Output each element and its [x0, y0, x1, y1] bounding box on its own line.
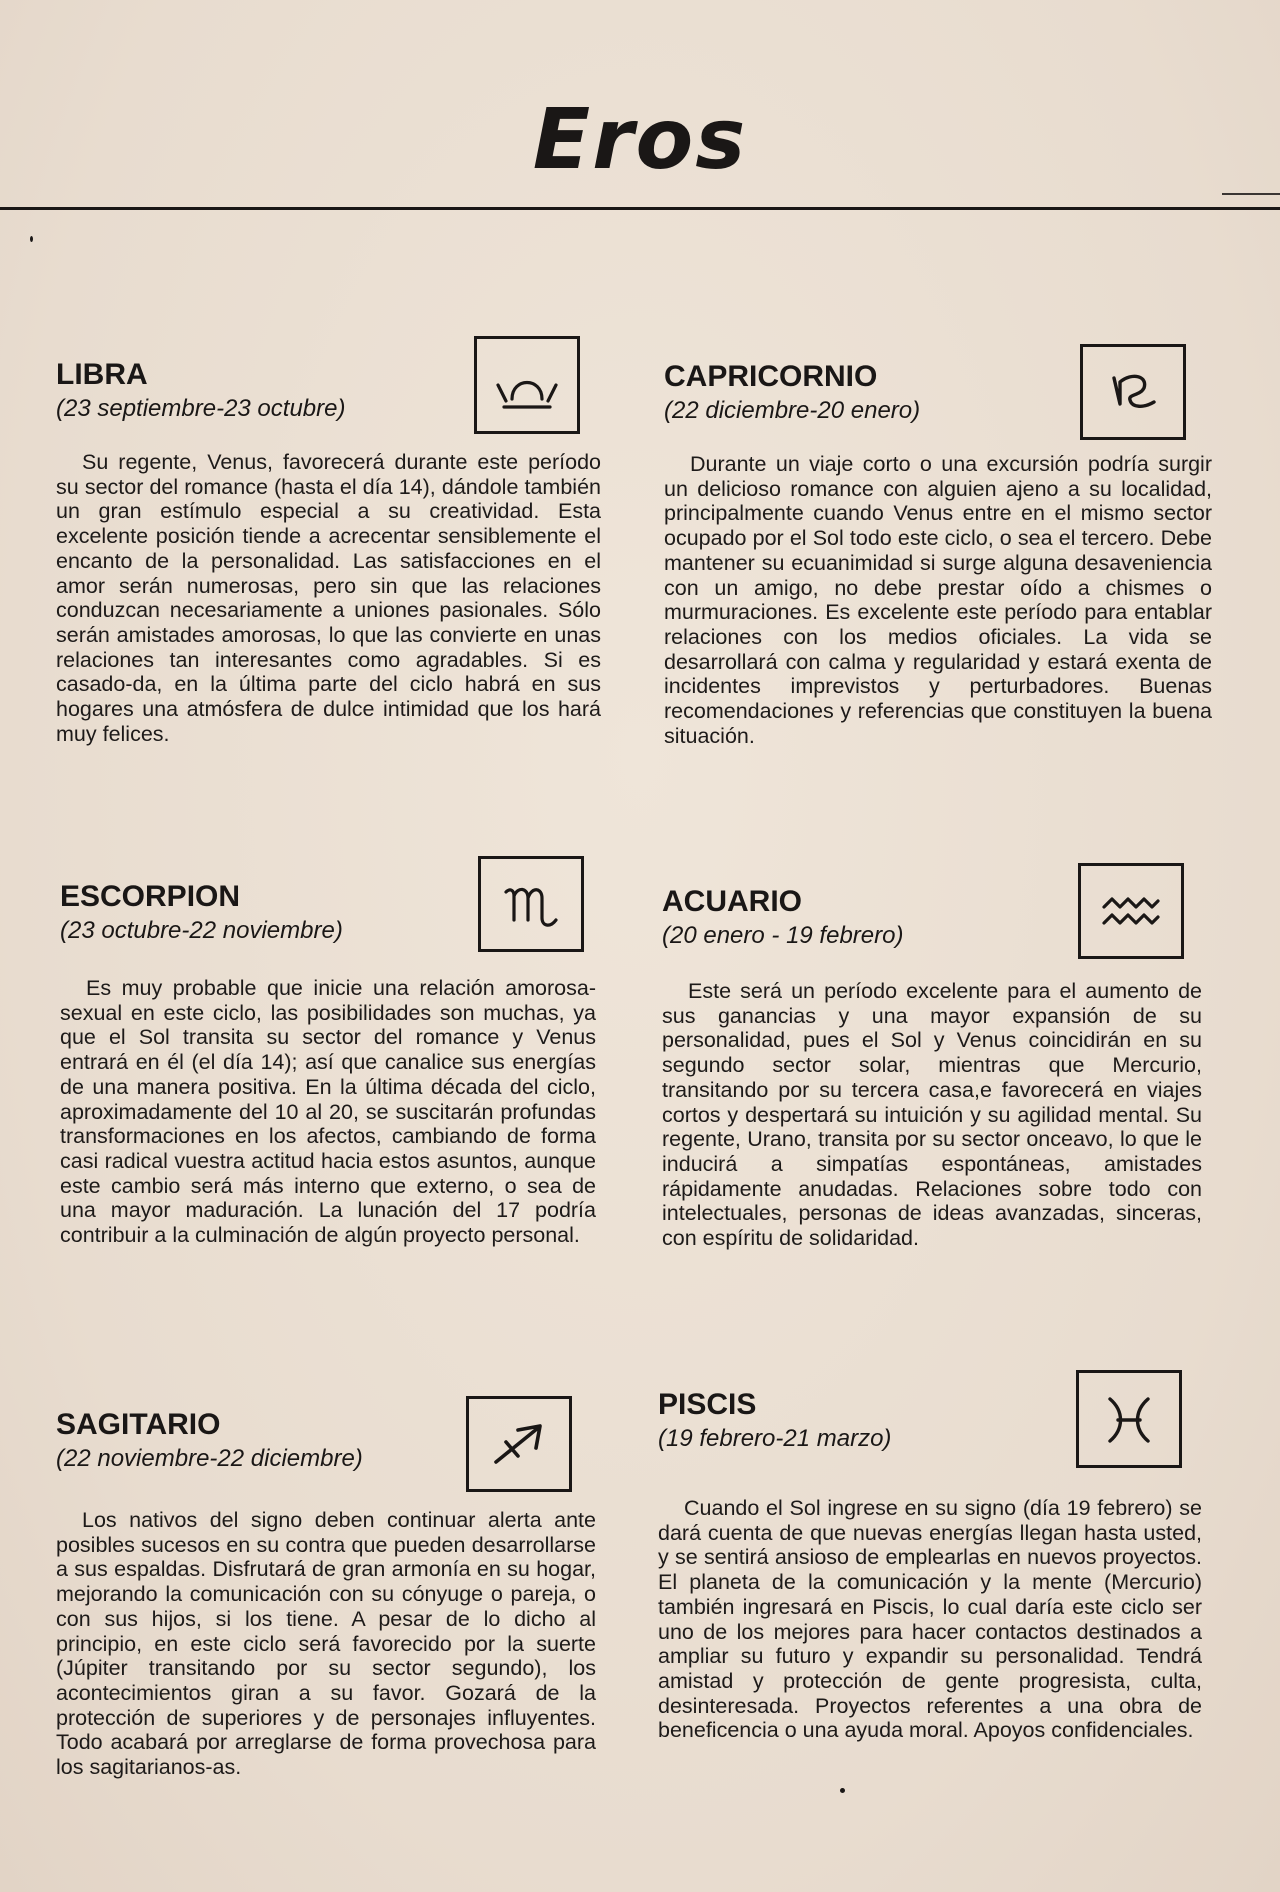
sign-dates: (19 febrero-21 marzo): [658, 1425, 892, 1452]
header-rule: [0, 207, 1280, 210]
section-acuario: [662, 885, 1207, 1251]
horoscope-text: Cuando el Sol ingrese en su signo (día 19 febrero) se dará cuenta de que nuevas energías llegan hasta usted, y se sentirá ansioso de emplearlas en nuevos proyectos. El planeta de la comunicación y la mente (Mercurio) también ingresará en Piscis, lo cual daría este ciclo ser uno de los mejores para hacer contactos destinados a ampliar su futuro y expandir su personalidad. Tendrá amistad y protección de gente progresista, culta, desinteresada. Proyectos referentes a una obra de beneficencia o una ayuda moral. Apoyos confidenciales.: [658, 1496, 1202, 1743]
sign-dates: (23 septiembre-23 octubre): [56, 395, 346, 422]
section-libra: [56, 358, 601, 746]
scorpio-icon: [478, 856, 584, 952]
scorpio-glyph: [496, 874, 566, 934]
sign-dates: (22 diciembre-20 enero): [664, 397, 921, 424]
page-title: Eros: [532, 90, 748, 188]
libra-icon: [474, 336, 580, 434]
sign-dates: (23 octubre-22 noviembre): [60, 917, 343, 944]
print-speck: [840, 1788, 845, 1793]
sagittarius-glyph: [484, 1414, 554, 1474]
section-sagitario: [56, 1408, 601, 1780]
section-escorpion: [60, 880, 605, 1248]
sign-name: CAPRICORNIO: [664, 360, 878, 393]
pisces-glyph: [1094, 1389, 1164, 1449]
capricorn-icon: [1080, 344, 1186, 440]
libra-glyph: [492, 355, 562, 415]
capricorn-glyph: [1098, 362, 1168, 422]
aquarius-glyph: [1096, 881, 1166, 941]
section-capricornio: [664, 360, 1212, 748]
sign-dates: (22 noviembre-22 diciembre): [56, 1445, 363, 1472]
horoscope-text: Durante un viaje corto o una excursión podría surgir un delicioso romance con alguien ajeno a su localidad, principalmente cuando Venus entre en el mismo sector ocupado por el Sol todo este ciclo, o sea el tercero. Debe mantener su ecuanimidad si surge alguna desaveniencia con un amigo, no debe prestar oído a chismes o murmuraciones. Es excelente este período para entablar relaciones con los medios oficiales. La vida se desarrollará con calma y regularidad y estará exenta de incidentes imprevistos y perturbadores. Buenas recomendaciones y referencias que constituyen la buena situación.: [664, 452, 1212, 748]
section-piscis: [658, 1388, 1203, 1743]
pisces-icon: [1076, 1370, 1182, 1468]
sagittarius-icon: [466, 1396, 572, 1492]
aquarius-icon: [1078, 863, 1184, 959]
horoscope-text: Es muy probable que inicie una relación amorosa-sexual en este ciclo, las posibilidades son muchas, ya que el Sol transita su sector del romance y Venus entrará en él (el día 14); así que canalice sus energías de una manera positiva. En la última década del ciclo, aproximadamente del 10 al 20, se suscitarán profundas transformaciones en los afectos, cambiando de forma casi radical vuestra actitud hacia estos asuntos, aunque este cambio será más interno que externo, o sea de una mayor maduración. La lunación del 17 podría contribuir a la culminación de algún proyecto personal.: [60, 976, 596, 1248]
sign-dates: (20 enero - 19 febrero): [662, 922, 904, 949]
sign-name: SAGITARIO: [56, 1408, 221, 1441]
horoscope-text: Este será un período excelente para el aumento de sus ganancias y una mayor expansión de su personalidad, pues el Sol y Venus coincidirán en su segundo sector solar, mientras que Mercurio, transitando por su tercera casa,e favorecerá en viajes cortos y despertará su intuición y su agilidad mental. Su regente, Urano, transita por su sector onceavo, lo que le inducirá a simpatías espontáneas, amistades rápidamente anudadas. Relaciones sobre todo con intelectuales, personas de ideas avanzadas, sinceras, con espíritu de solidaridad.: [662, 979, 1202, 1251]
horoscope-text: Su regente, Venus, favorecerá durante este período su sector del romance (hasta el día 14), dándole también un gran estímulo especial a su creatividad. Esta excelente posición tiende a acrecentar sensiblemente el encanto de la personalidad. Las satisfacciones en el amor serán numerosas, pero sin que las relaciones conduzcan necesariamente a uniones pasionales. Sólo serán amistades amorosas, lo que las convierte en unas relaciones tan interesantes como agradables. Si es casado-da, en la última parte del ciclo habrá en sus hogares una atmósfera de dulce intimidad que los hará muy felices.: [56, 450, 601, 746]
print-speck: [30, 236, 33, 242]
sign-name: PISCIS: [658, 1388, 757, 1421]
sign-name: LIBRA: [56, 358, 148, 391]
horoscope-text: Los nativos del signo deben continuar alerta ante posibles sucesos en su contra que pueden desarrollarse a sus espaldas. Disfrutará de gran armonía en su hogar, mejorando la comunicación con su cónyuge o pareja, o con sus hijos, si los tiene. A pesar de lo dicho al principio, en este ciclo será favorecido por la suerte (Júpiter transitando por su sector segundo), los acontecimientos giran a su favor. Gozará de la protección de superiores y de personajes influyentes. Todo acabará por arreglarse de forma provechosa para los sagitarianos-as.: [56, 1508, 596, 1780]
sign-name: ESCORPION: [60, 880, 241, 913]
header-rule-stub: [1222, 193, 1280, 195]
sign-name: ACUARIO: [662, 885, 802, 918]
